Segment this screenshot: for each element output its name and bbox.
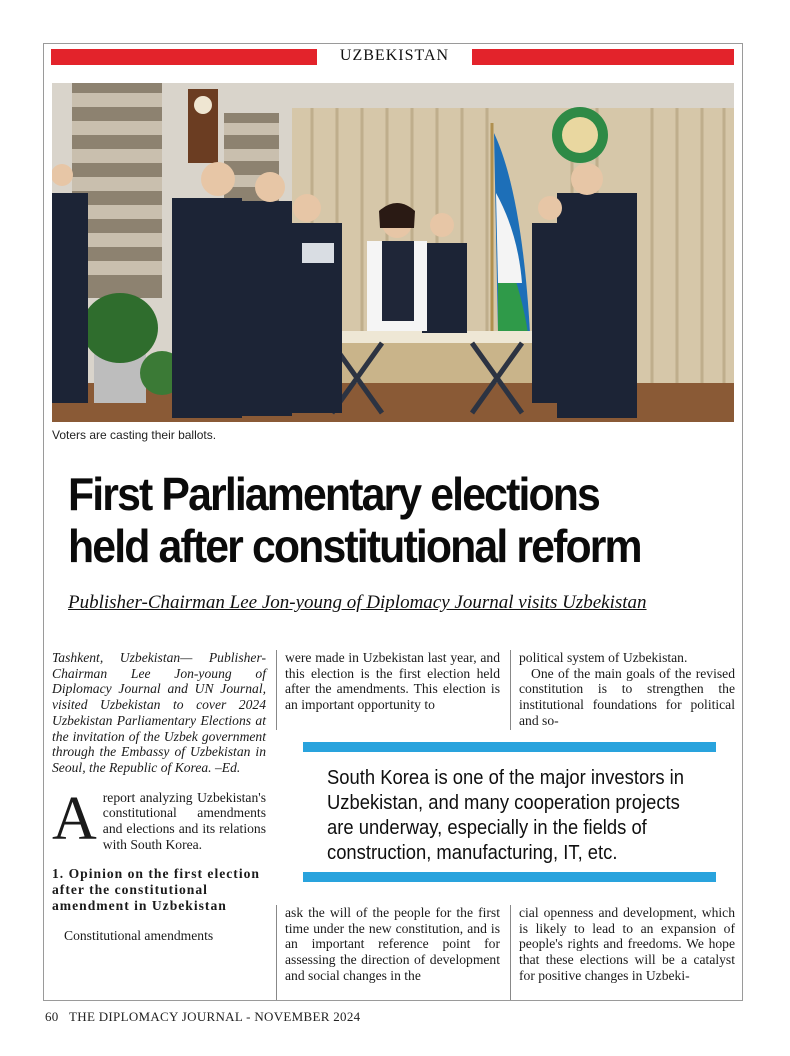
column-3-bottom xyxy=(519,905,735,984)
column-2-top xyxy=(285,650,500,713)
photo-caption: Voters are casting their ballots. xyxy=(52,428,217,442)
column-3-bottom-text: cial openness and development, which is likely to lead to an expansion of people's rights and freedoms. We hope that these elections will be a catalyst for positive changes in Uzbeki- xyxy=(519,905,735,983)
election-photo xyxy=(52,83,734,422)
column-1-tail: Constitutional amendments xyxy=(64,927,214,943)
headline-line-2: held after constitutional reform xyxy=(68,520,641,572)
election-photo-illustration xyxy=(52,83,734,422)
drop-cap: A xyxy=(52,784,97,853)
column-3-top-b: One of the main goals of the revised constitution is to strengthen the institutional foundations for political and so- xyxy=(519,665,735,728)
section-bar-right xyxy=(472,49,734,65)
pull-quote-bar-bottom xyxy=(303,872,716,882)
pull-quote-bar-top xyxy=(303,742,716,752)
intro-text: report analyzing Uzbekistan's constitutional amendments and elections and its relations with South Korea. xyxy=(102,789,266,852)
section-label: UZBEKISTAN xyxy=(339,47,450,64)
pull-quote: South Korea is one of the major investors in Uzbekistan, and many cooperation projects are underway, especially in the fields of construction, manufacturing, IT, etc. xyxy=(327,767,684,864)
column-divider xyxy=(510,650,511,730)
intro-paragraph xyxy=(52,784,266,853)
page-footer: 60 THE DIPLOMACY JOURNAL - NOVEMBER 2024 xyxy=(45,1009,361,1024)
subheadline: Publisher-Chairman Lee Jon-young of Diplomacy Journal visits Uzbekistan xyxy=(68,592,647,613)
dateline: Tashkent, Uzbekistan— Publisher-Chairman Lee Jon-young of Diplomacy Journal and UN Journal, visited Uzbekistan to cover 2024 Uzbekistan Parliamentary Elections at the invitation of the Uzbek government through the Embassy of Uzbekistan in Seoul, the Republic of Korea. –Ed. xyxy=(52,650,266,775)
column-3-top xyxy=(519,650,735,729)
column-1 xyxy=(52,650,266,943)
column-2-top-text: were made in Uzbekistan last year, and this election is the first election held after the amendments. This election is an important opportunity to xyxy=(285,650,500,713)
column-divider xyxy=(276,650,277,730)
headline-line-1: First Parliamentary elections xyxy=(68,468,599,520)
column-2-bottom xyxy=(285,905,500,984)
column-3-top-a: political system of Uzbekistan. xyxy=(519,650,688,665)
section-1-heading: 1. Opinion on the first election after the constitutional amendment in Uzbekistan xyxy=(52,866,260,913)
column-2-bottom-text: ask the will of the people for the first time under the new constitution, and is an important reference point for assessing the direction of development and social changes in the xyxy=(285,905,500,983)
headline xyxy=(68,468,700,572)
column-divider xyxy=(276,905,277,1000)
column-divider xyxy=(510,905,511,1000)
section-bar-left xyxy=(51,49,317,65)
